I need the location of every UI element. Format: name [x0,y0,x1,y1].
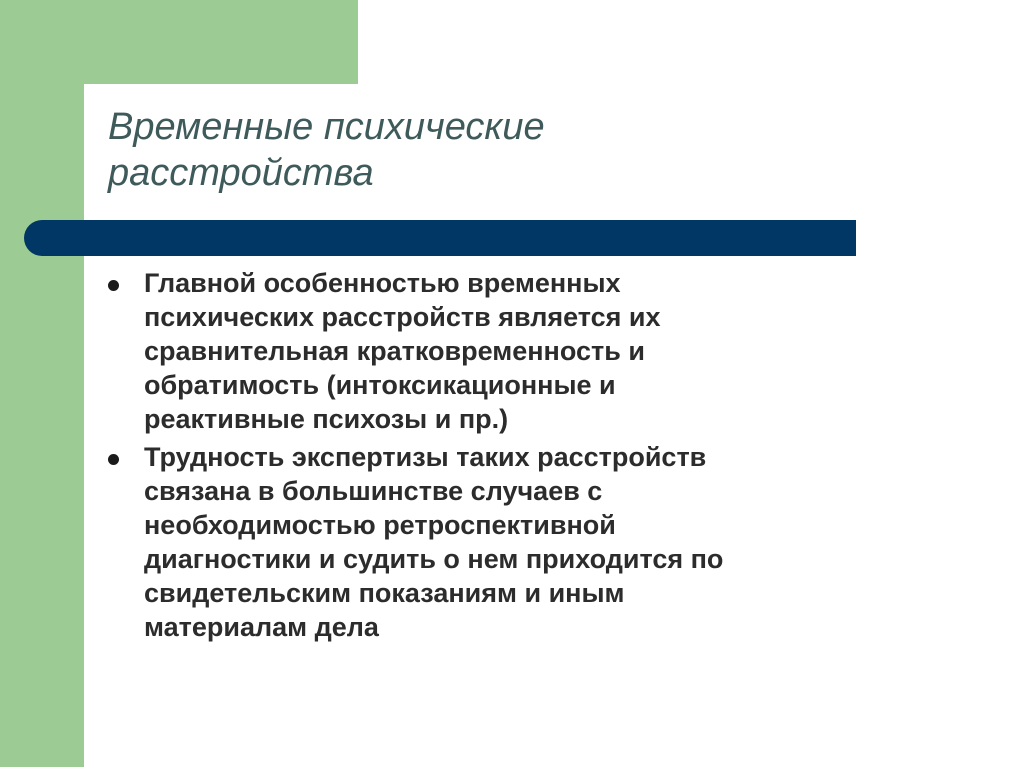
green-band-left [0,0,84,767]
bullet-line: связана в большинстве случаев с [144,476,603,506]
bullet-line: психических расстройств является их [144,302,661,332]
title-divider-bar [24,220,856,256]
bullet-line: необходимостью ретроспективной [144,510,616,540]
bullet-line: Главной особенностью временных [144,268,621,298]
bullet-text [144,440,906,644]
bullet-line: реактивные психозы и пр.) [144,404,509,434]
bullet-text [144,266,906,436]
slide-title [108,104,808,196]
bullet-item [106,266,906,436]
title-line: Временные психические [108,106,545,148]
bullet-line: свидетельским показаниям и иным [144,578,625,608]
bullet-dot-icon [108,280,119,291]
bullet-list [106,266,906,648]
bullet-line: диагностики и судить о нем приходится по [144,544,724,574]
bullet-line: материалам дела [144,612,379,642]
green-band-top [0,0,358,84]
title-line: расстройства [108,152,374,194]
bullet-line: обратимость (интоксикационные и [144,370,616,400]
bullet-line: сравнительная кратковременность и [144,336,645,366]
bullet-dot-icon [108,454,119,465]
bullet-line: Трудность экспертизы таких расстройств [144,442,707,472]
bullet-item [106,440,906,644]
